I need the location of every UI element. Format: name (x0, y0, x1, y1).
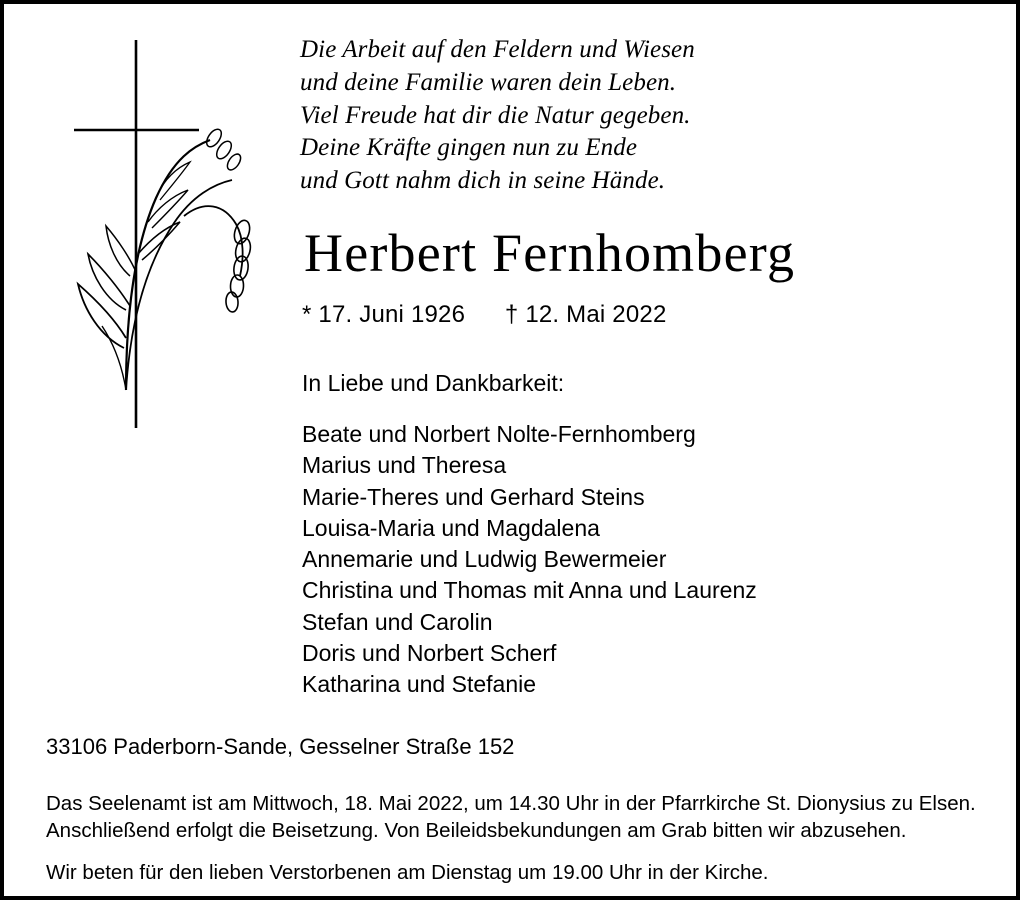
life-dates (302, 301, 667, 329)
death-symbol: † (504, 301, 519, 328)
family-member: Marie-Theres und Gerhard Steins (302, 483, 645, 510)
verse-line: Viel Freude hat dir die Natur gegeben. (300, 101, 691, 129)
address-line: 33106 Paderborn-Sande, Gesselner Straße 152 (46, 734, 515, 759)
family-member: Katharina und Stefanie (302, 671, 537, 698)
family-intro: In Liebe und Dankbarkeit: (302, 370, 565, 396)
birth-date: 17. Juni 1926 (318, 301, 466, 328)
verse-text (300, 34, 940, 198)
cross-and-wheat-icon (64, 18, 254, 438)
family-member: Annemarie und Ludwig Bewermeier (302, 546, 667, 573)
family-member: Marius und Theresa (302, 452, 507, 479)
verse-line: und deine Familie waren dein Leben. (300, 68, 677, 96)
family-member: Louisa-Maria und Magdalena (302, 514, 600, 541)
verse-line: Die Arbeit auf den Feldern und Wiesen (300, 36, 695, 63)
family-list (302, 419, 757, 701)
family-member: Beate und Norbert Nolte-Fernhomberg (302, 421, 696, 447)
family-member: Stefan und Carolin (302, 608, 493, 635)
service-note-prayer: Wir beten für den lieben Verstorbenen am Dienstag um 19.00 Uhr in der Kirche. (46, 860, 769, 884)
family-member: Christina und Thomas mit Anna und Laurenz (302, 577, 757, 604)
death-date: 12. Mai 2022 (525, 301, 667, 328)
verse-line: und Gott nahm dich in seine Hände. (300, 167, 666, 194)
service-note-mass: Das Seelenamt ist am Mittwoch, 18. Mai 2022, um 14.30 Uhr in der Pfarrkirche St. Dionysius zu Elsen. Anschließend erfolgt die Beisetzung. Von Beileidsbekundungen am Grab bitten wir abzusehen. (46, 792, 976, 843)
obituary-inner (4, 4, 1016, 896)
verse-line: Deine Kräfte gingen nun zu Ende (300, 134, 638, 162)
deceased-name: Herbert Fernhomberg (304, 223, 796, 283)
service-notes (46, 790, 986, 886)
family-member: Doris und Norbert Scherf (302, 640, 557, 667)
birth-symbol: * (302, 301, 312, 328)
